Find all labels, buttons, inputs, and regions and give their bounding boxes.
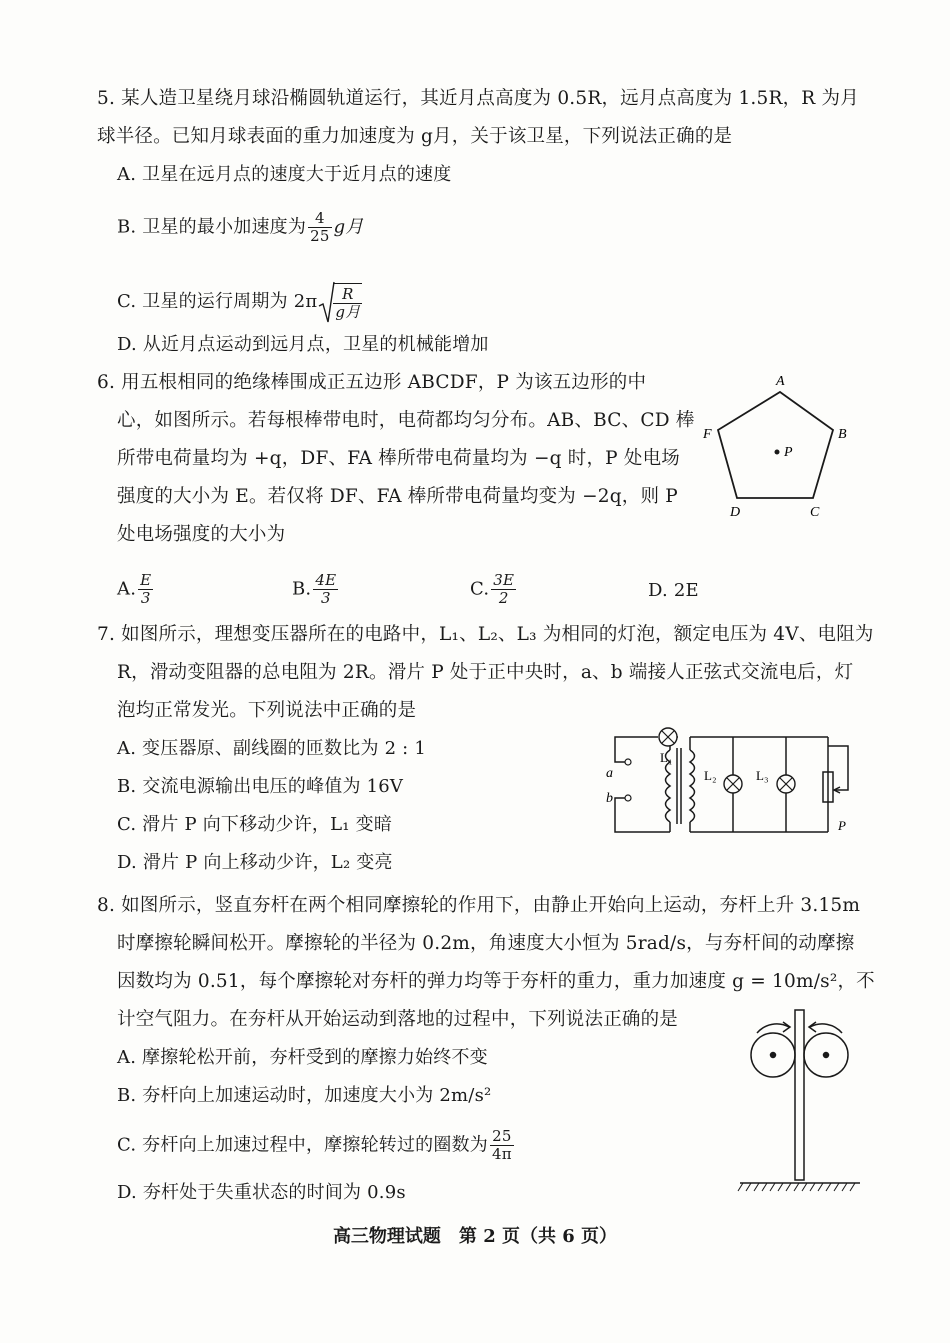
vertex-label-a: A — [776, 374, 785, 389]
lamp-label-l2: L₂ — [704, 768, 717, 783]
q7-stem-line3: 泡均正常发光。下列说法中正确的是 — [117, 700, 417, 721]
q6-option-c — [470, 572, 518, 607]
q5-stem-line2: 球半径。已知月球表面的重力加速度为 g月，关于该卫星，下列说法正确的是 — [97, 126, 733, 147]
q7-option-c: C. 滑片 P 向下移动少许，L₁ 变暗 — [117, 814, 393, 835]
center-label-p: P — [784, 445, 793, 460]
slider-label-p: P — [838, 818, 846, 833]
q6-option-c-denominator: 2 — [498, 589, 509, 607]
q7-stem-line2: R，滑动变阻器的总电阻为 2R。滑片 P 处于正中央时，a、b 端接人正弦式交流电后，灯 — [117, 662, 854, 683]
page-footer: 高三物理试题 第 2 页（共 6 页） — [332, 1226, 618, 1247]
q6-option-a-label: A. — [117, 578, 137, 600]
q7-option-a: A. 变压器原、副线圈的匝数比为 2 : 1 — [117, 738, 426, 759]
q7-option-d: D. 滑片 P 向上移动少许，L₂ 变亮 — [117, 852, 393, 873]
q5-option-c — [117, 280, 364, 324]
terminal-a-icon — [625, 759, 631, 765]
q5-option-b-denominator: 25 — [310, 227, 330, 245]
terminal-b-icon — [625, 795, 631, 801]
q6-stem-line1: 6. 用五根相同的绝缘棒围成正五边形 ABCDF，P 为该五边形的中 — [97, 372, 647, 393]
q8-option-c-text: C. 夯杆向上加速过程中，摩擦轮转过的圈数为 — [117, 1134, 488, 1156]
q6-option-a-denominator: 3 — [140, 589, 151, 607]
q6-option-b-numerator: 4E — [315, 571, 337, 589]
terminal-label-b: b — [606, 791, 613, 806]
q6-stem-line2: 心，如图所示。若每根棒带电时，电荷都均匀分布。AB、BC、CD 棒 — [117, 410, 695, 431]
q5-option-c-fraction — [333, 283, 362, 321]
q5-option-b-fraction — [308, 210, 332, 245]
vertex-label-b: B — [838, 427, 847, 442]
vertex-label-c: C — [810, 505, 820, 520]
q5-option-a: A. 卫星在远月点的速度大于近月点的速度 — [117, 164, 452, 185]
q8-stem-line3: 因数均为 0.51，每个摩擦轮对夯杆的弹力均等于夯杆的重力，重力加速度 g = 10m/s²，不 — [117, 971, 875, 992]
q5-option-b-numerator: 4 — [308, 210, 332, 228]
center-point-p — [775, 450, 780, 455]
q5-option-b-gmoon: g月 — [333, 216, 364, 238]
q5-option-c-text: C. 卫星的运行周期为 2π — [117, 291, 318, 312]
sqrt-sign-icon — [317, 280, 335, 324]
q6-option-c-label: C. — [470, 578, 490, 600]
transformer-circuit-figure — [600, 720, 860, 845]
q6-option-b-label: B. — [292, 578, 312, 600]
q8-option-b: B. 夯杆向上加速运动时，加速度大小为 2m/s² — [117, 1085, 492, 1106]
q6-stem-line5: 处电场强度的大小为 — [117, 524, 286, 545]
q8-option-c — [117, 1128, 516, 1163]
q6-option-b-fraction — [313, 572, 338, 607]
q6-option-d: D. 2E — [648, 580, 699, 601]
q8-option-d: D. 夯杆处于失重状态的时间为 0.9s — [117, 1182, 406, 1203]
q6-option-c-fraction — [491, 572, 516, 607]
q5-option-b-text: B. 卫星的最小加速度为 — [117, 216, 307, 238]
rammer-rod — [795, 1010, 804, 1180]
q6-option-b-denominator: 3 — [320, 589, 331, 607]
q5-option-b — [117, 210, 364, 245]
q6-option-b — [292, 572, 340, 607]
terminal-label-a: a — [606, 766, 613, 781]
q6-stem-line4: 强度的大小为 E。若仅将 DF、FA 棒所带电荷量均变为 −2q，则 P — [117, 486, 678, 507]
q8-stem-line4: 计空气阻力。在夯杆从开始运动到落地的过程中，下列说法正确的是 — [117, 1009, 679, 1030]
q6-option-a — [117, 572, 155, 607]
q7-option-b: B. 交流电源输出电压的峰值为 16V — [117, 776, 404, 797]
q8-option-a: A. 摩擦轮松开前，夯杆受到的摩擦力始终不变 — [117, 1047, 488, 1068]
q6-option-a-numerator: E — [140, 571, 152, 589]
q5-stem-line1: 5. 某人造卫星绕月球沿椭圆轨道运行，其近月点高度为 0.5R，远月点高度为 1.5R，R 为月 — [97, 88, 859, 109]
q8-stem-line2: 时摩擦轮瞬间松开。摩擦轮的半径为 0.2m，角速度大小恒为 5rad/s，与夯杆间的动摩擦 — [117, 933, 855, 954]
vertex-label-d: D — [730, 505, 741, 520]
lamp-label-l3: L₃ — [756, 768, 769, 783]
q5-option-c-numerator: R — [333, 286, 362, 304]
lamp-label-l1: L₁ — [660, 750, 673, 765]
q5-option-d: D. 从近月点运动到远月点，卫星的机械能增加 — [117, 334, 489, 355]
pentagon-shape — [718, 392, 833, 498]
q8-option-c-numerator: 25 — [490, 1128, 514, 1146]
q7-stem-line1: 7. 如图所示，理想变压器所在的电路中，L₁、L₂、L₃ 为相同的灯泡，额定电压为 4V、电阻为 — [97, 624, 874, 645]
q5-option-c-sqrt — [317, 280, 364, 324]
q6-option-a-fraction — [138, 572, 153, 607]
q5-option-c-denominator: g月 — [335, 303, 361, 321]
pentagon-figure — [700, 370, 860, 520]
q6-option-c-numerator: 3E — [493, 571, 515, 589]
rammer-figure — [735, 1005, 865, 1195]
q8-option-c-fraction — [490, 1128, 514, 1163]
vertex-label-f: F — [703, 427, 712, 442]
q6-stem-line3: 所带电荷量均为 +q，DF、FA 棒所带电荷量均为 −q 时，P 处电场 — [117, 448, 680, 469]
q8-option-c-denominator: 4π — [491, 1145, 512, 1163]
q8-stem-line1: 8. 如图所示，竖直夯杆在两个相同摩擦轮的作用下，由静止开始向上运动，夯杆上升 3.15m — [97, 895, 861, 916]
